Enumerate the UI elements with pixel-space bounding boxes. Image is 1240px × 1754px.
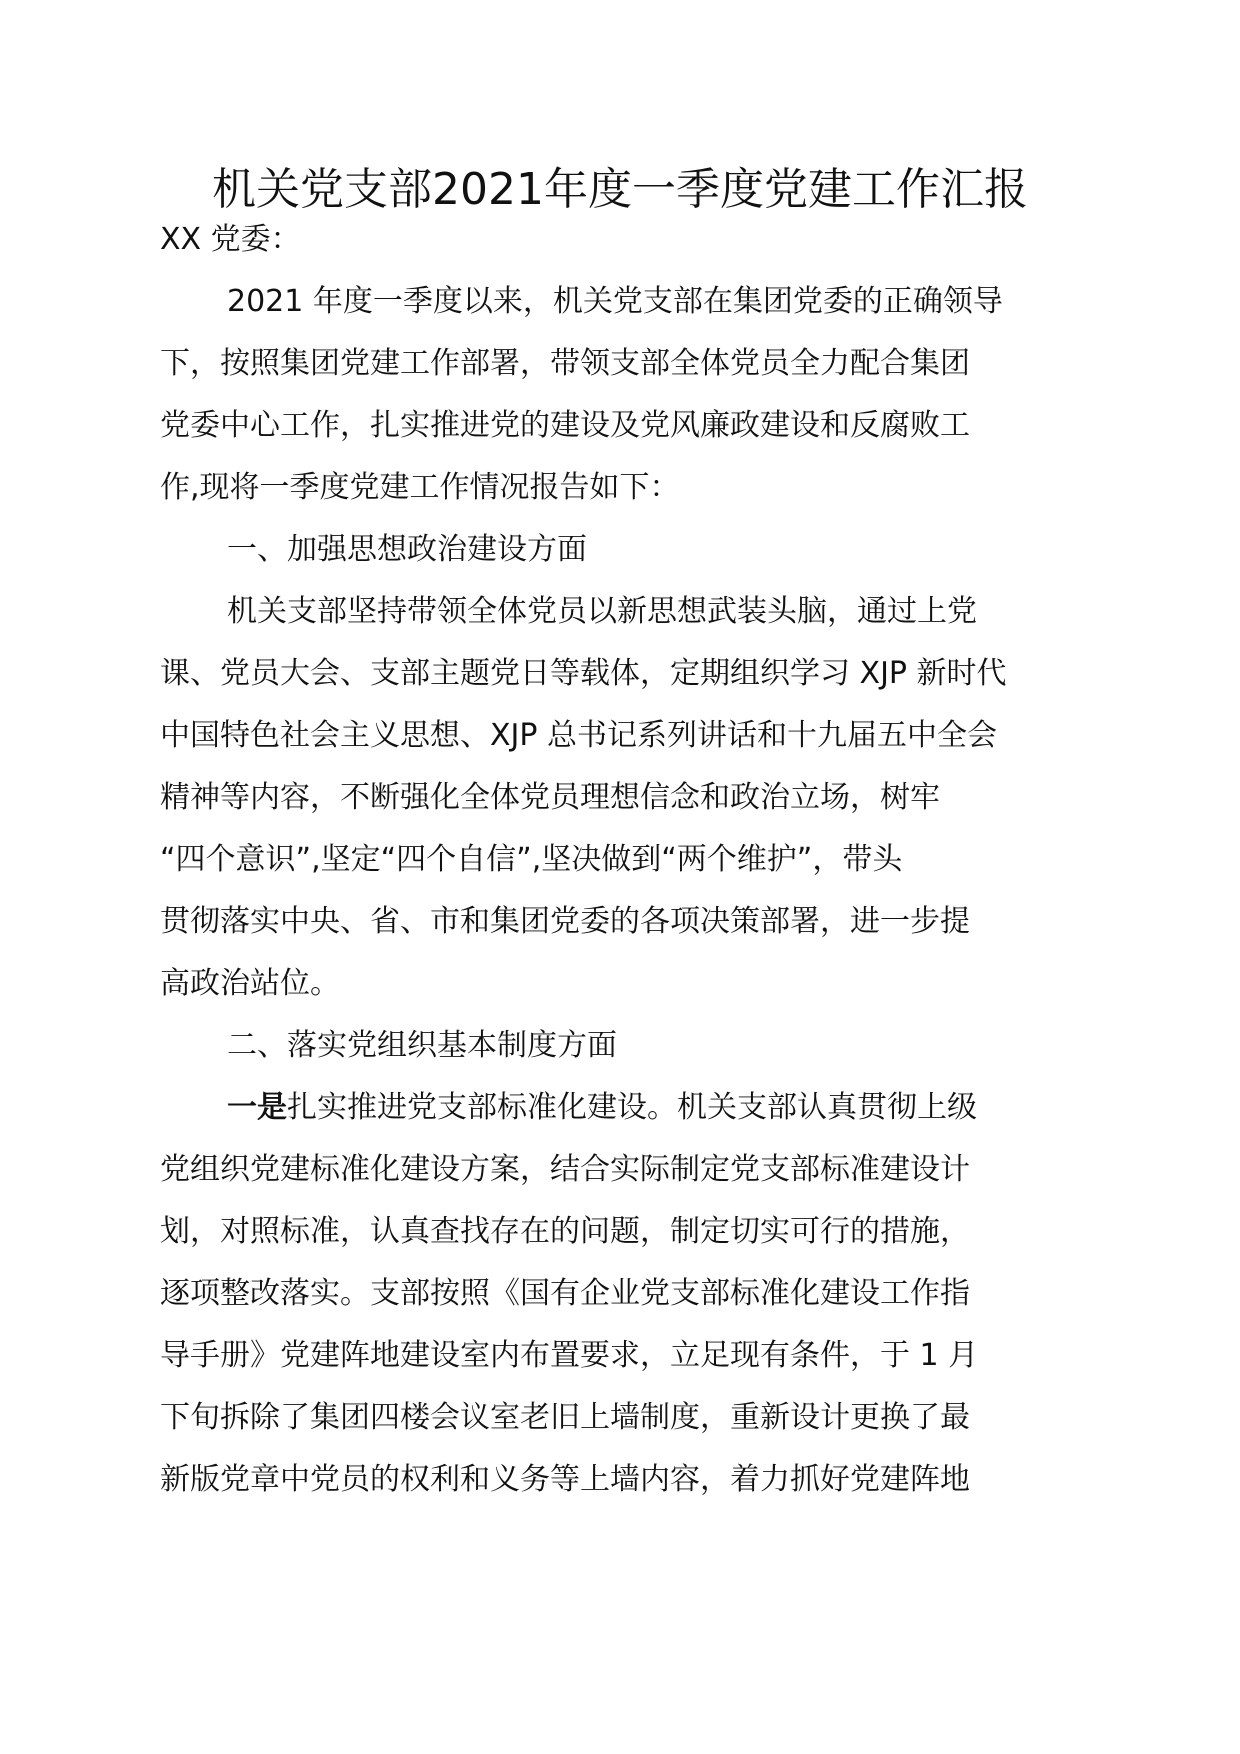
section2-line-7: 新版党章中党员的权利和义务等上墙内容，着力抓好党建阵地 bbox=[160, 1462, 970, 1497]
section2-line-5: 导手册》党建阵地建设室内布置要求，立足现有条件，于 1 月 bbox=[160, 1338, 979, 1373]
lead-word: 一是 bbox=[227, 1090, 287, 1125]
intro-line-2: 下，按照集团党建工作部署，带领支部全体党员全力配合集团 bbox=[160, 346, 970, 381]
salutation: XX 党委： bbox=[160, 222, 301, 257]
section1-line-6: 贯彻落实中央、省、市和集团党委的各项决策部署，进一步提 bbox=[160, 904, 970, 939]
section2-line-6: 下旬拆除了集团四楼会议室老旧上墙制度，重新设计更换了最 bbox=[160, 1400, 970, 1435]
section1-line-3: 中国特色社会主义思想、XJP 总书记系列讲话和十九届五中全会 bbox=[160, 718, 998, 753]
intro-line-1: 2021 年度一季度以来，机关党支部在集团党委的正确领导 bbox=[227, 284, 1003, 319]
section2-line-1 bbox=[227, 1086, 977, 1130]
section1-line-5: “四个意识”,坚定“四个自信”,坚决做到“两个维护”，带头 bbox=[160, 842, 903, 877]
document-title: 机关党支部2021年度一季度党建工作汇报 bbox=[212, 164, 1028, 215]
section2-heading: 二、落实党组织基本制度方面 bbox=[227, 1028, 617, 1063]
section1-heading: 一、加强思想政治建设方面 bbox=[227, 532, 587, 567]
section1-line-2: 课、党员大会、支部主题党日等载体，定期组织学习 XJP 新时代 bbox=[160, 656, 1007, 691]
section2-line-3: 划，对照标准，认真查找存在的问题，制定切实可行的措施， bbox=[160, 1214, 970, 1249]
section2-line-1-text: 扎实推进党支部标准化建设。机关支部认真贯彻上级 bbox=[287, 1090, 977, 1125]
section2-line-4: 逐项整改落实。支部按照《国有企业党支部标准化建设工作指 bbox=[160, 1276, 970, 1311]
section1-line-7: 高政治站位。 bbox=[160, 966, 340, 1001]
section2-line-2: 党组织党建标准化建设方案，结合实际制定党支部标准建设计 bbox=[160, 1152, 970, 1187]
section1-line-1: 机关支部坚持带领全体党员以新思想武装头脑，通过上党 bbox=[227, 594, 977, 629]
intro-line-4: 作,现将一季度党建工作情况报告如下： bbox=[160, 470, 680, 505]
intro-line-3: 党委中心工作，扎实推进党的建设及党风廉政建设和反腐败工 bbox=[160, 408, 970, 443]
section1-line-4: 精神等内容，不断强化全体党员理想信念和政治立场，树牢 bbox=[160, 780, 940, 815]
